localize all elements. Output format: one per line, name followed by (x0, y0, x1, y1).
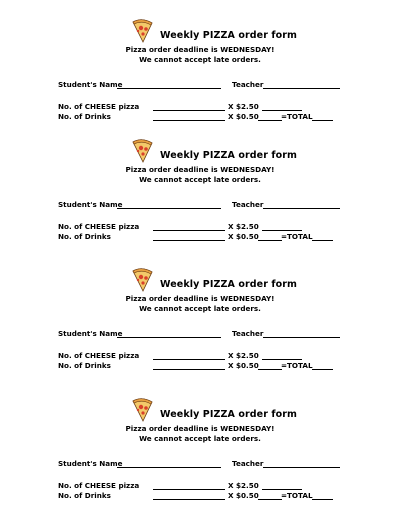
pizza-order-form (0, 397, 400, 507)
teacher-label: Teacher (232, 200, 264, 209)
cheese-subtotal-field[interactable] (262, 230, 302, 231)
drinks-subtotal-field[interactable] (258, 240, 282, 241)
total-field[interactable] (312, 120, 333, 121)
pizza-slice-icon (130, 397, 154, 423)
form-header (0, 18, 400, 48)
student-name-field[interactable] (117, 88, 221, 89)
late-orders-notice: We cannot accept late orders. (139, 434, 261, 443)
cheese-price: X $2.50 (228, 222, 259, 231)
cheese-price: X $2.50 (228, 481, 259, 490)
cheese-subtotal-field[interactable] (262, 489, 302, 490)
deadline-notice: Pizza order deadline is WEDNESDAY! (125, 294, 275, 303)
teacher-label: Teacher (232, 459, 264, 468)
deadline-notice: Pizza order deadline is WEDNESDAY! (125, 45, 275, 54)
total-field[interactable] (312, 499, 333, 500)
cheese-quantity-field[interactable] (153, 110, 225, 111)
cheese-pizza-label: No. of CHEESE pizza (58, 351, 140, 360)
student-name-field[interactable] (117, 208, 221, 209)
cheese-pizza-label: No. of CHEESE pizza (58, 222, 140, 231)
total-label: =TOTAL (281, 361, 313, 370)
total-label: =TOTAL (281, 112, 313, 121)
deadline-notice: Pizza order deadline is WEDNESDAY! (125, 424, 275, 433)
cheese-price: X $2.50 (228, 102, 259, 111)
drinks-price: X $0.50 (228, 361, 259, 370)
student-name-label: Student's Name (58, 329, 123, 338)
student-name-label: Student's Name (58, 200, 123, 209)
drinks-price: X $0.50 (228, 112, 259, 121)
form-title: Weekly PIZZA order form (160, 279, 298, 290)
drinks-quantity-field[interactable] (153, 120, 225, 121)
total-label: =TOTAL (281, 232, 313, 241)
student-name-field[interactable] (117, 467, 221, 468)
pizza-slice-icon (130, 138, 154, 164)
drinks-subtotal-field[interactable] (258, 369, 282, 370)
total-label: =TOTAL (281, 491, 313, 500)
teacher-field[interactable] (263, 88, 340, 89)
late-orders-notice: We cannot accept late orders. (139, 55, 261, 64)
drinks-label: No. of Drinks (58, 112, 111, 121)
cheese-pizza-label: No. of CHEESE pizza (58, 102, 140, 111)
drinks-label: No. of Drinks (58, 491, 111, 500)
student-name-label: Student's Name (58, 459, 123, 468)
teacher-field[interactable] (263, 467, 340, 468)
pizza-order-form (0, 138, 400, 248)
total-field[interactable] (312, 369, 333, 370)
pizza-order-form (0, 18, 400, 128)
deadline-notice: Pizza order deadline is WEDNESDAY! (125, 165, 275, 174)
form-title: Weekly PIZZA order form (160, 30, 298, 41)
form-header (0, 397, 400, 427)
drinks-label: No. of Drinks (58, 361, 111, 370)
cheese-subtotal-field[interactable] (262, 359, 302, 360)
pizza-order-form (0, 267, 400, 377)
cheese-pizza-label: No. of CHEESE pizza (58, 481, 140, 490)
drinks-quantity-field[interactable] (153, 240, 225, 241)
late-orders-notice: We cannot accept late orders. (139, 304, 261, 313)
pizza-slice-icon (130, 18, 154, 44)
drinks-price: X $0.50 (228, 491, 259, 500)
total-field[interactable] (312, 240, 333, 241)
form-header (0, 138, 400, 168)
teacher-field[interactable] (263, 208, 340, 209)
pizza-slice-icon (130, 267, 154, 293)
form-header (0, 267, 400, 297)
late-orders-notice: We cannot accept late orders. (139, 175, 261, 184)
teacher-field[interactable] (263, 337, 340, 338)
cheese-quantity-field[interactable] (153, 359, 225, 360)
student-name-label: Student's Name (58, 80, 123, 89)
drinks-quantity-field[interactable] (153, 369, 225, 370)
drinks-label: No. of Drinks (58, 232, 111, 241)
drinks-subtotal-field[interactable] (258, 120, 282, 121)
drinks-quantity-field[interactable] (153, 499, 225, 500)
drinks-price: X $0.50 (228, 232, 259, 241)
student-name-field[interactable] (117, 337, 221, 338)
cheese-quantity-field[interactable] (153, 489, 225, 490)
cheese-price: X $2.50 (228, 351, 259, 360)
drinks-subtotal-field[interactable] (258, 499, 282, 500)
form-title: Weekly PIZZA order form (160, 409, 298, 420)
teacher-label: Teacher (232, 80, 264, 89)
cheese-quantity-field[interactable] (153, 230, 225, 231)
form-title: Weekly PIZZA order form (160, 150, 298, 161)
cheese-subtotal-field[interactable] (262, 110, 302, 111)
teacher-label: Teacher (232, 329, 264, 338)
